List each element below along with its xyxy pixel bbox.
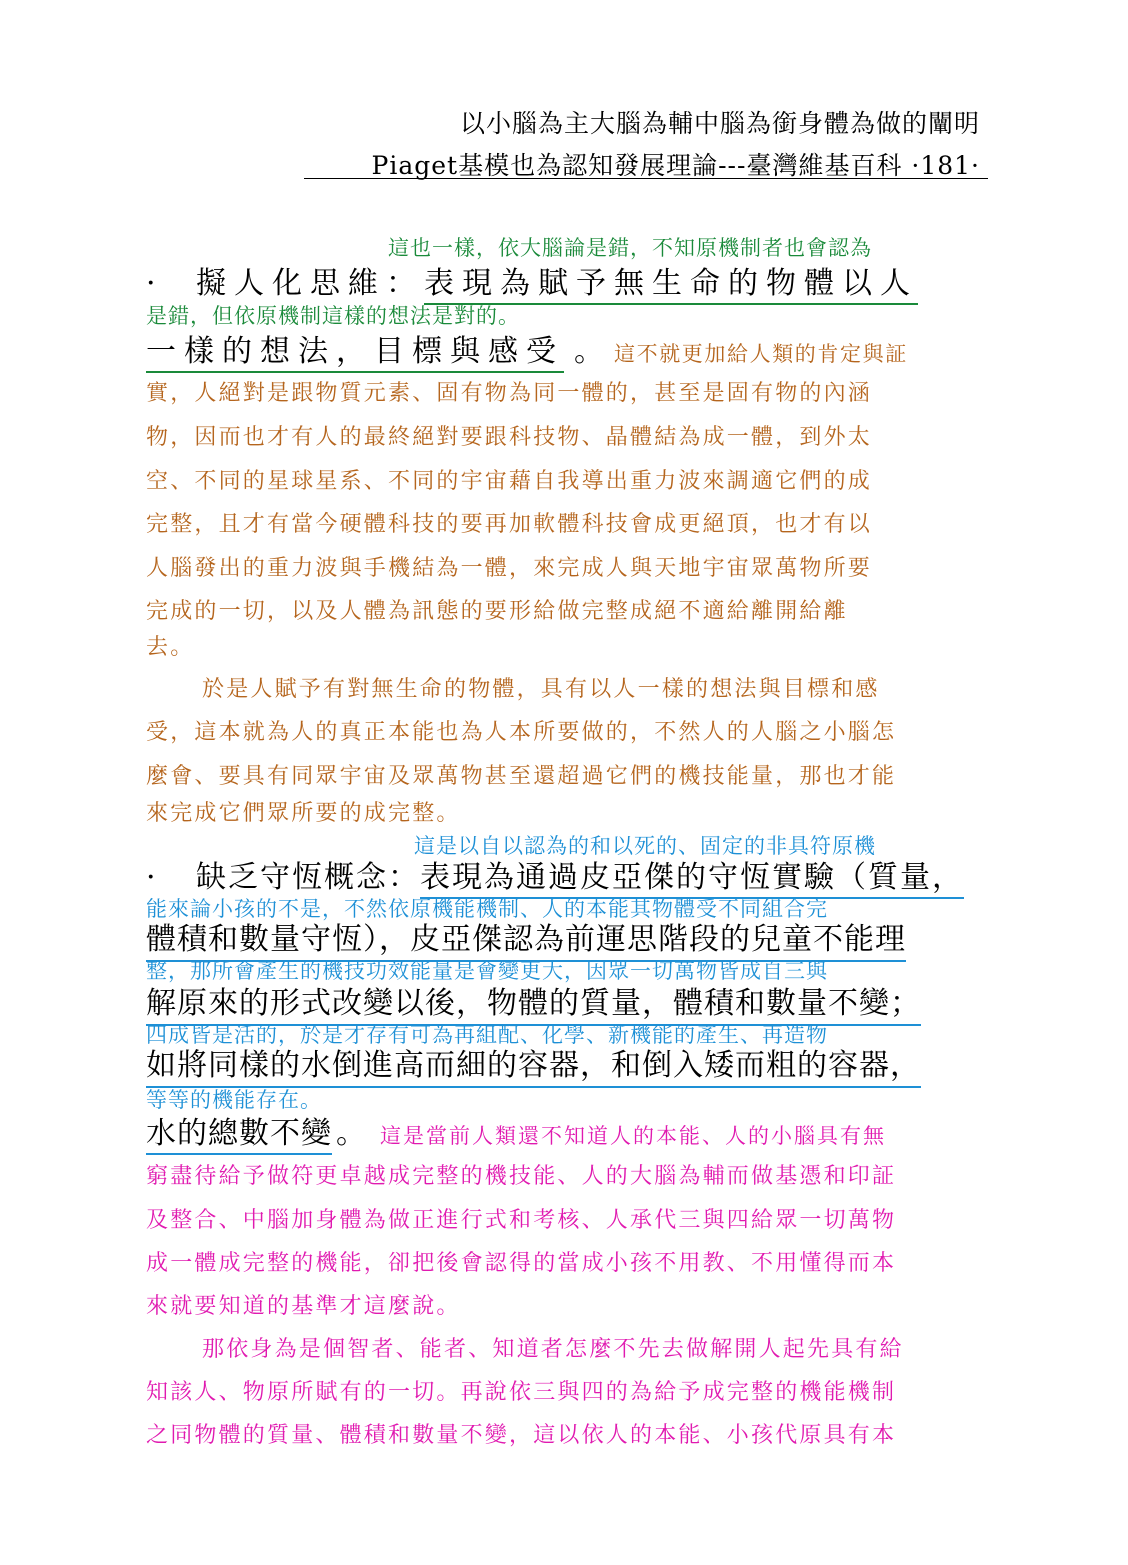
comment-line: 空、不同的星球星系、不同的宇宙藉自我導出重力波來調適它們的成 (146, 469, 873, 494)
bullet-heading-1 (146, 258, 918, 302)
comment-text: 這是當前人類還不知道人的本能、人的小腦具有無 (380, 1124, 886, 1148)
comment-line: 及整合、中腦加身體為做正進行式和考核、人承代三與四給眾一切萬物 (146, 1208, 897, 1233)
heading-underlined: 表現為通過皮亞傑的守恆實驗（質量， (420, 860, 964, 899)
annotation-note: 這是以自以認為的和以死的、固定的非具符原機 (414, 834, 876, 858)
heading-line-5 (146, 1108, 886, 1152)
heading-line-2 (146, 326, 908, 370)
paragraph-line: 之同物體的質量、體積和數量不變，這以依人的本能、小孩代原具有本 (146, 1423, 897, 1448)
comment-line: 實，人絕對是跟物質元素、固有物為同一體的，甚至是固有物的內涵 (146, 381, 873, 406)
comment-line: 去。 (146, 635, 195, 660)
bullet-marker: · (146, 860, 158, 895)
annotation-note: 是錯，但依原機制這樣的想法是對的。 (146, 304, 520, 328)
bullet-heading-2 (146, 852, 964, 896)
comment-line: 來就要知道的基準才這麼說。 (146, 1294, 461, 1319)
heading-underlined: 一樣的想法，目標與感受 (146, 334, 564, 373)
annotation-note: 整，那所會產生的機技功效能量是會變更大，因眾一切萬物皆成自三與 (146, 959, 828, 983)
comment-text: 這不就更加給人類的肯定與証 (614, 342, 908, 366)
annotation-note: 這也一樣，依大腦論是錯，不知原機制者也會認為 (388, 236, 872, 260)
heading-underlined-line: 解原來的形式改變以後，物體的質量，體積和數量不變； (146, 978, 921, 1026)
comment-line: 物，因而也才有人的最終絕對要跟科技物、晶體結為成一體，到外太 (146, 425, 873, 450)
comment-line: 完整，且才有當今硬體科技的要再加軟體科技會成更絕頂，也才有以 (146, 512, 873, 537)
bullet-marker: · (146, 266, 164, 301)
heading-text: 缺乏守恆概念： (196, 860, 420, 895)
heading-underlined: 水的總數不變 (146, 1116, 332, 1155)
heading-underlined: 表現為賦予無生命的物體以人 (424, 266, 918, 305)
heading-underlined-line: 體積和數量守恆），皮亞傑認為前運思階段的兒童不能理 (146, 914, 906, 962)
annotation-note: 能來論小孩的不是，不然依原機能機制、人的本能其物體受不同組合完 (146, 897, 828, 921)
header-rule (304, 178, 988, 179)
comment-line: 窮盡待給予做符更卓越成完整的機技能、人的大腦為輔而做基憑和印証 (146, 1164, 897, 1189)
comment-line: 成一體成完整的機能，卻把後會認得的當成小孩不用教、不用懂得而本 (146, 1251, 897, 1276)
annotation-note: 四成皆是活的，於是才存有可為再組配、化學、新機能的產生、再造物 (146, 1023, 828, 1047)
running-header-title: 以小腦為主大腦為輔中腦為銜身體為做的闡明 (459, 109, 980, 138)
heading-period: 。 (574, 334, 604, 369)
comment-line: 完成的一切，以及人體為訊態的要形給做完整成絕不適給離開給離 (146, 599, 848, 624)
comment-line: 人腦發出的重力波與手機結為一體，來完成人與天地宇宙眾萬物所要 (146, 556, 873, 581)
paragraph-line: 麼會、要具有同眾宇宙及眾萬物甚至還超過它們的機技能量，那也才能 (146, 764, 897, 789)
annotation-note: 等等的機能存在。 (146, 1088, 322, 1112)
heading-underlined-line: 如將同樣的水倒進高而細的容器，和倒入矮而粗的容器， (146, 1040, 921, 1088)
paragraph-line: 知該人、物原所賦有的一切。再說依三與四的為給予成完整的機能機制 (146, 1380, 897, 1405)
heading-text: 擬人化思維： (196, 266, 424, 301)
paragraph-line: 受，這本就為人的真正本能也為人本所要做的，不然人的人腦之小腦怎 (146, 720, 897, 745)
paragraph-line: 那依身為是個智者、能者、知道者怎麼不先去做解開人起先具有給 (202, 1337, 904, 1362)
heading-period: 。 (336, 1116, 366, 1151)
running-header-subtitle: Piaget基模也為認知發展理論---臺灣維基百科 ·181· (371, 151, 980, 180)
paragraph-line: 來完成它們眾所要的成完整。 (146, 801, 461, 826)
paragraph-line: 於是人賦予有對無生命的物體，具有以人一樣的想法與目標和感 (202, 677, 880, 702)
